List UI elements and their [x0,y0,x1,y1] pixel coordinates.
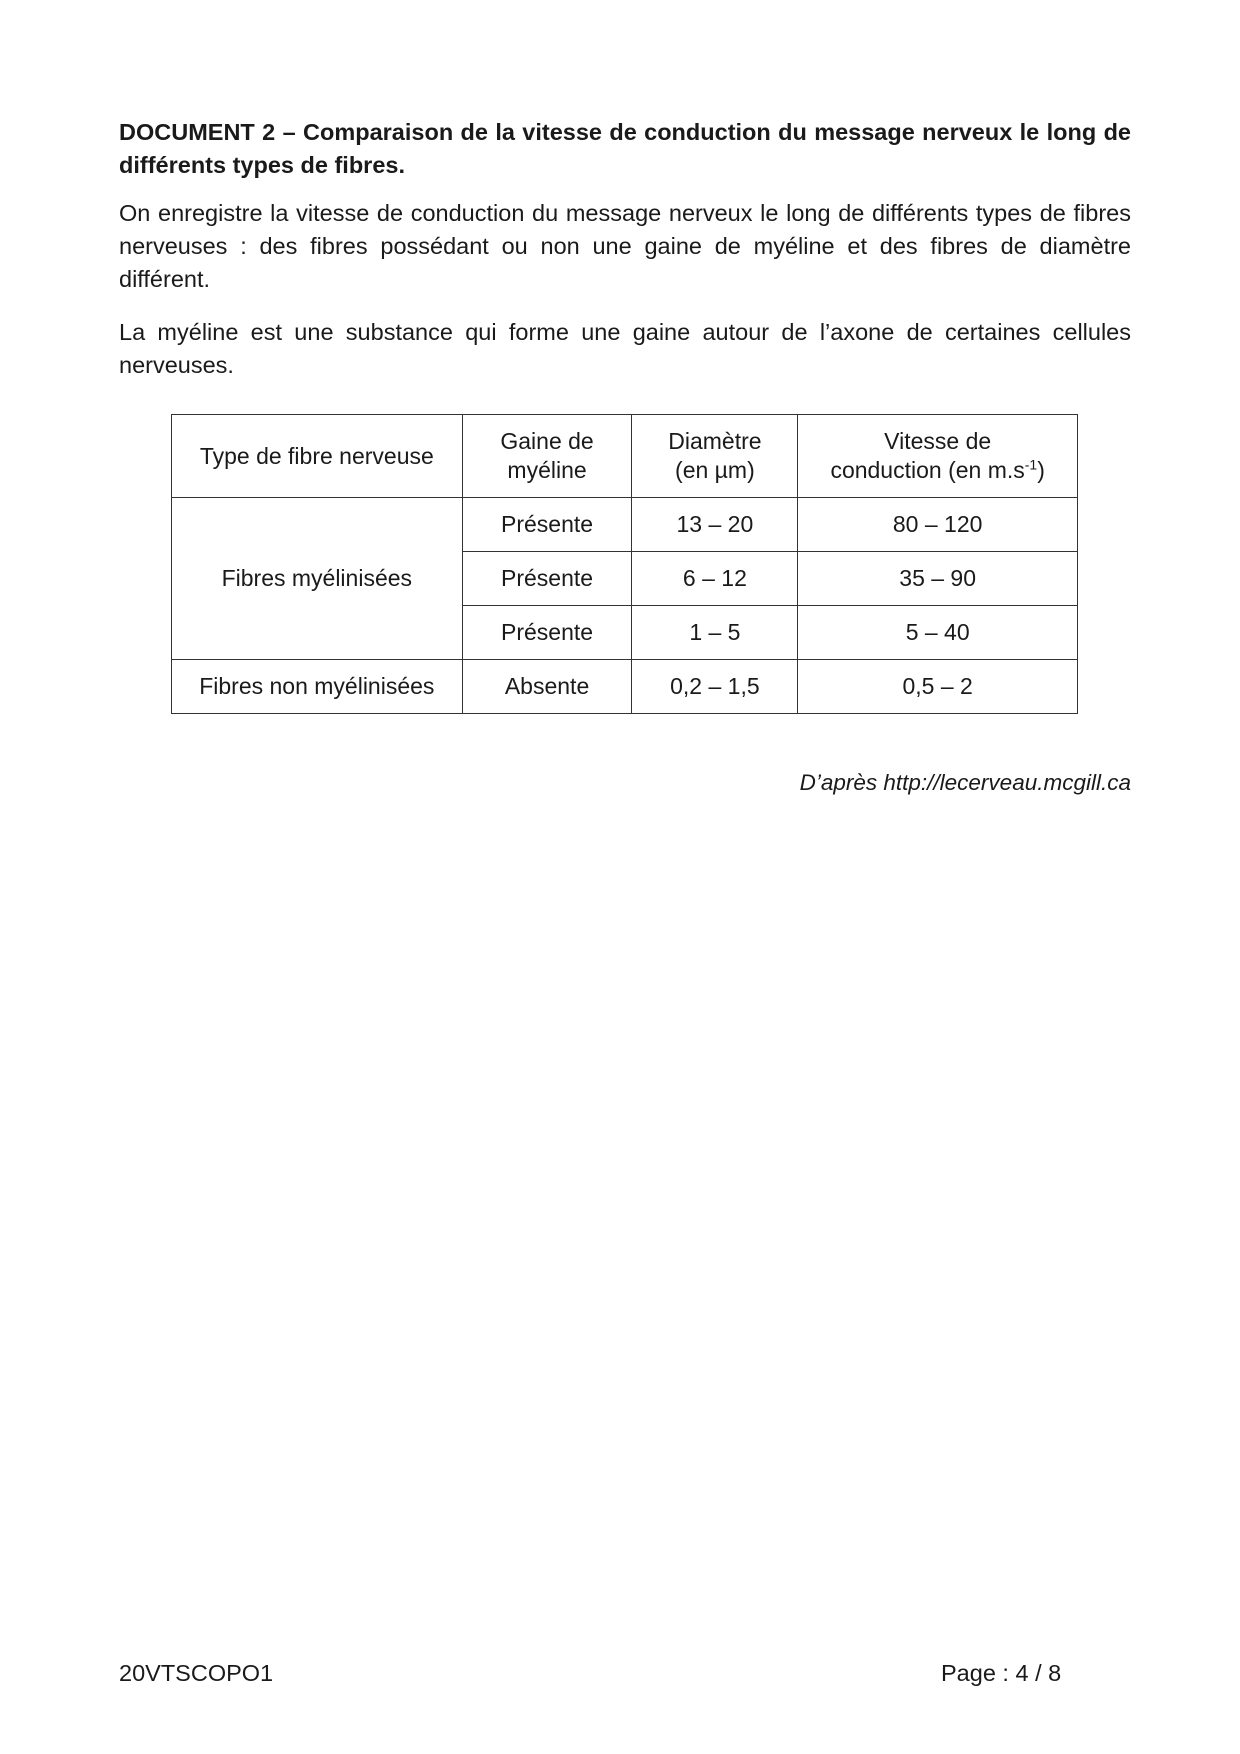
cell-diametre: 1 – 5 [632,606,798,660]
document-title [119,116,1131,182]
table-row [172,660,1078,714]
document-label: DOCUMENT 2 – [119,119,296,145]
group-unmyelinated-fibers: Fibres non myélinisées [172,660,463,714]
header-fiber-type: Type de fibre nerveuse [172,415,463,498]
table-row [172,498,1078,552]
cell-gaine: Présente [462,606,632,660]
cell-gaine: Absente [462,660,632,714]
header-myelin-sheath: Gaine de myéline [462,415,632,498]
myelin-definition-paragraph: La myéline est une substance qui forme une gaine autour de l’axone de certaines cellules nerveuses. [119,319,1131,378]
cell-vitesse: 5 – 40 [798,606,1078,660]
footer-exam-code: 20VTSCOPO1 [119,1660,274,1686]
table-header-row [172,415,1078,498]
group-myelinated-fibers: Fibres myélinisées [172,498,463,660]
cell-diametre: 13 – 20 [632,498,798,552]
header-conduction-speed: Vitesse de conduction (en $m.s^{-1}$) [798,415,1078,498]
source-citation: D’après http://lecerveau.mcgill.ca [799,770,1131,795]
cell-gaine: Présente [462,552,632,606]
cell-vitesse: 0,5 – 2 [798,660,1078,714]
cell-diametre: 6 – 12 [632,552,798,606]
header-diameter: Diamètre (en µm) [632,415,798,498]
cell-vitesse: 80 – 120 [798,498,1078,552]
fiber-conduction-table [171,414,1078,714]
document-title-text: Comparaison de la vitesse de conduction du message nerveux le long de différents types de fibres. [119,119,1131,178]
cell-vitesse: 35 – 90 [798,552,1078,606]
intro-paragraph: On enregistre la vitesse de conduction du message nerveux le long de différents types de fibres nerveuses : des fibres possédant ou non une gaine de myéline et des fibres de diamètre différent. [119,200,1131,292]
cell-diametre: 0,2 – 1,5 [632,660,798,714]
footer-page-number: Page : 4 / 8 [941,1660,1062,1686]
cell-gaine: Présente [462,498,632,552]
document-body [119,116,1131,402]
